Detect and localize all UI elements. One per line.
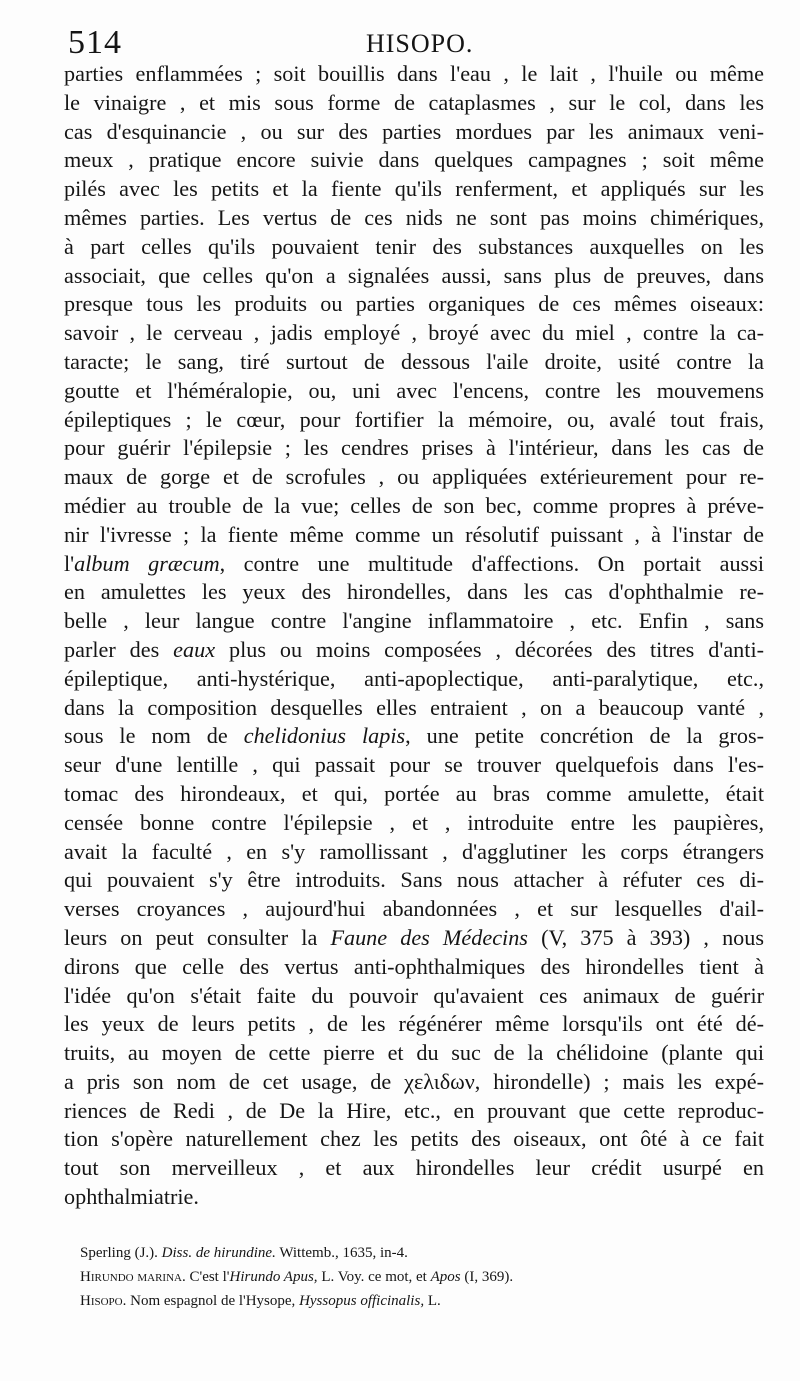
text-line: riences de Redi , de De la Hire, etc., en prouvant que cette reproduc- bbox=[64, 1097, 764, 1123]
italic-title: Faune des Médecins bbox=[330, 924, 528, 950]
text-line: l'idée qu'on s'était faite du pouvoir qu'avaient ces animaux de guérir bbox=[64, 982, 764, 1008]
page-header bbox=[68, 22, 768, 64]
notes-section bbox=[80, 1241, 770, 1313]
text-line: qui pouvaient s'y être introduits. Sans nous attacher à réfuter ces di- bbox=[64, 867, 764, 893]
italic-term: album græcum bbox=[74, 550, 220, 576]
text-line: en amulettes les yeux des hirondelles, dans les cas d'ophthalmie re- bbox=[64, 579, 764, 605]
text-line-album-graecum: l'album græcum, contre une multitude d'affections. On portait aussi bbox=[64, 550, 764, 576]
text-line: taracte; le sang, tiré surtout de dessous l'aile droite, usité contre la bbox=[64, 348, 764, 374]
text-line: associait, que celles qu'on a signalées aussi, sans plus de preuves, dans bbox=[64, 262, 764, 288]
text-line: tomac des hirondeaux, et qui, portée au bras comme amulette, était bbox=[64, 780, 764, 806]
text-line-eaux: parler des eaux plus ou moins composées , décorées des titres d'anti- bbox=[64, 636, 764, 662]
text-line: épileptiques ; le cœur, pour fortifier la mémoire, ou, avalé tout frais, bbox=[64, 406, 764, 432]
text-line: belle , leur langue contre l'angine inflammatoire , etc. Enfin , sans bbox=[64, 608, 764, 634]
page-number: 514 bbox=[68, 24, 122, 61]
entry-hisopo: Hisopo. Nom espagnol de l'Hysope, Hyssopus officinalis, L. bbox=[80, 1293, 441, 1309]
note-sperling: Sperling (J.). Diss. de hirundine. Wittemb., 1635, in-4. bbox=[80, 1245, 408, 1261]
text-line: seur d'une lentille , qui passait pour se trouver quelquefois dans l'es- bbox=[64, 752, 764, 778]
text-line: épileptique, anti-hystérique, anti-apoplectique, anti-paralytique, etc., bbox=[64, 665, 764, 691]
text-line: presque tous les produits ou parties organiques de ces mêmes oiseaux: bbox=[64, 291, 764, 317]
text-line: pilés avec les petits et la fiente qu'ils renferment, et appliqués sur les bbox=[64, 176, 764, 202]
text-line: avait la faculté , en s'y ramollissant , d'agglutiner les corps étrangers bbox=[64, 838, 764, 864]
text-line: pour guérir l'épilepsie ; les cendres prises à l'intérieur, dans les cas de bbox=[64, 435, 764, 461]
text-line: meux , pratique encore suivie dans quelques campagnes ; soit même bbox=[64, 147, 764, 173]
text-line: nir l'ivresse ; la fiente même comme un résolutif puissant , à l'instar de bbox=[64, 521, 764, 547]
text-line: tion s'opère naturellement chez les petits des oiseaux, ont ôté à ce fait bbox=[64, 1126, 764, 1152]
text-line: a pris son nom de cet usage, de χελιδων, hirondelle) ; mais les expé- bbox=[64, 1068, 764, 1094]
text-line-chelidonius: sous le nom de chelidonius lapis, une petite concrétion de la gros- bbox=[64, 723, 764, 749]
text-line: verses croyances , aujourd'hui abandonnées , et sur lesquelles d'ail- bbox=[64, 896, 764, 922]
entry-hirundo-marina: Hirundo marina. C'est l'Hirundo Apus, L. Voy. ce mot, et Apos (I, 369). bbox=[80, 1269, 514, 1285]
text-line: censée bonne contre l'épilepsie , et , introduite entre les paupières, bbox=[64, 809, 764, 835]
text-line: mêmes parties. Les vertus de ces nids ne sont pas moins chimériques, bbox=[64, 204, 764, 230]
text-line: parties enflammées ; soit bouillis dans l'eau , le lait , l'huile ou même bbox=[64, 61, 764, 86]
italic-term: chelidonius lapis bbox=[243, 723, 406, 749]
text-line: médier au trouble de la vue; celles de son bec, comme propres à préve- bbox=[64, 492, 764, 518]
text-line-last: ophthalmiatrie. bbox=[64, 1184, 199, 1210]
text-line: tout son merveilleux , et aux hirondelles leur crédit usurpé en bbox=[64, 1155, 764, 1181]
text-line: à part celles qu'ils pouvaient tenir des substances auxquelles on les bbox=[64, 233, 764, 259]
running-head: HISOPO. bbox=[366, 29, 474, 58]
text-line: truits, au moyen de cette pierre et du suc de la chélidoine (plante qui bbox=[64, 1040, 764, 1066]
text-line-faune: leurs on peut consulter la Faune des Médecins (V, 375 à 393) , nous bbox=[64, 924, 764, 950]
body-text bbox=[64, 60, 764, 1212]
text-line: goutte et l'héméralopie, ou, uni avec l'encens, contre les mouvemens bbox=[64, 377, 764, 403]
italic-term: eaux bbox=[173, 636, 216, 662]
text-line: maux de gorge et de scrofules , ou appliquées extérieurement pour re- bbox=[64, 464, 764, 490]
text-line: le vinaigre , et mis sous forme de cataplasmes , sur le col, dans les bbox=[64, 89, 764, 115]
text-line: savoir , le cerveau , jadis employé , broyé avec du miel , contre la ca- bbox=[64, 320, 764, 346]
text-line: dans la composition desquelles elles entraient , on a beaucoup vanté , bbox=[64, 694, 764, 720]
text-line: cas d'esquinancie , ou sur des parties mordues par les animaux veni- bbox=[64, 118, 764, 144]
text-line: les yeux de leurs petits , de les régénérer même lorsqu'ils ont été dé- bbox=[64, 1011, 764, 1037]
text-line: dirons que celle des vertus anti-ophthalmiques des hirondelles tient à bbox=[64, 953, 764, 979]
